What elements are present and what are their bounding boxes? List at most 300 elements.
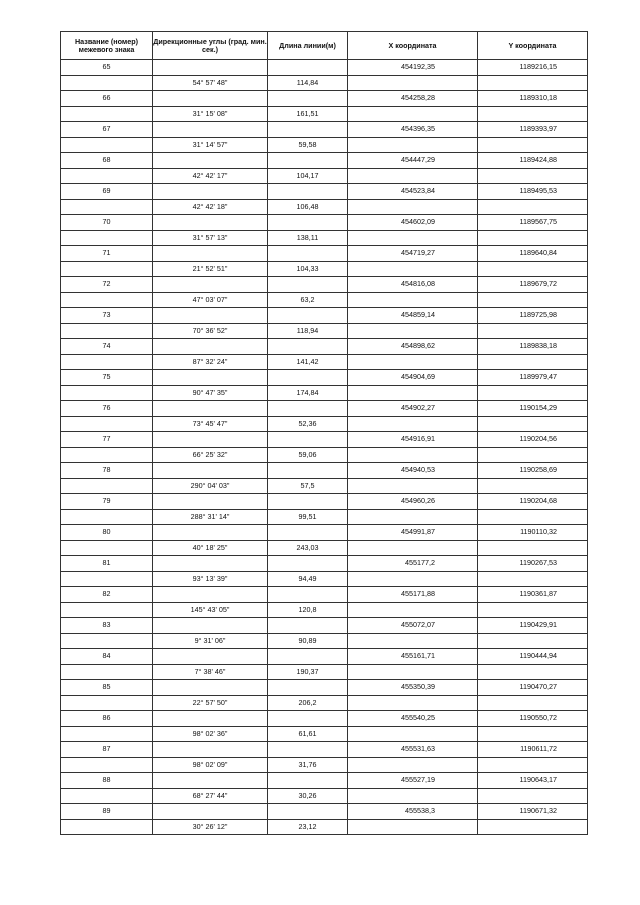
x-coordinate-cell bbox=[348, 788, 478, 804]
mark-name-cell bbox=[61, 385, 153, 401]
length-cell: 59,58 bbox=[268, 137, 348, 153]
table-row-point bbox=[61, 60, 588, 76]
angle-cell bbox=[153, 556, 268, 572]
x-coordinate-cell bbox=[348, 447, 478, 463]
length-cell bbox=[268, 122, 348, 138]
mark-name-cell: 71 bbox=[61, 246, 153, 262]
mark-name-cell bbox=[61, 75, 153, 91]
length-cell: 61,61 bbox=[268, 726, 348, 742]
header-y-coordinate: Y координата bbox=[478, 32, 588, 60]
y-coordinate-cell: 1190643,17 bbox=[478, 773, 588, 789]
header-mark-name: Название (номер) межевого знака bbox=[61, 32, 153, 60]
angle-cell: 40° 18' 25" bbox=[153, 540, 268, 556]
x-coordinate-cell: 454719,27 bbox=[348, 246, 478, 262]
header-x-coordinate: X координата bbox=[348, 32, 478, 60]
angle-cell: 66° 25' 32" bbox=[153, 447, 268, 463]
mark-name-cell: 68 bbox=[61, 153, 153, 169]
x-coordinate-cell: 455538,3 bbox=[348, 804, 478, 820]
table-row-segment bbox=[61, 571, 588, 587]
mark-name-cell bbox=[61, 106, 153, 122]
table-row-segment bbox=[61, 137, 588, 153]
angle-cell bbox=[153, 401, 268, 417]
angle-cell bbox=[153, 804, 268, 820]
length-cell bbox=[268, 804, 348, 820]
angle-cell: 42° 42' 18" bbox=[153, 199, 268, 215]
length-cell bbox=[268, 742, 348, 758]
length-cell: 94,49 bbox=[268, 571, 348, 587]
table-row-segment bbox=[61, 385, 588, 401]
table-row-segment bbox=[61, 447, 588, 463]
y-coordinate-cell: 1190267,53 bbox=[478, 556, 588, 572]
table-row-point bbox=[61, 432, 588, 448]
x-coordinate-cell: 455527,19 bbox=[348, 773, 478, 789]
table-row-point bbox=[61, 91, 588, 107]
table-row-segment bbox=[61, 633, 588, 649]
x-coordinate-cell: 455171,88 bbox=[348, 587, 478, 603]
length-cell bbox=[268, 401, 348, 417]
header-line-length: Длина линии(м) bbox=[268, 32, 348, 60]
length-cell: 206,2 bbox=[268, 695, 348, 711]
mark-name-cell bbox=[61, 230, 153, 246]
length-cell bbox=[268, 277, 348, 293]
mark-name-cell: 70 bbox=[61, 215, 153, 231]
mark-name-cell bbox=[61, 602, 153, 618]
y-coordinate-cell bbox=[478, 478, 588, 494]
table-row-point bbox=[61, 153, 588, 169]
table-row-segment bbox=[61, 819, 588, 835]
angle-cell bbox=[153, 339, 268, 355]
y-coordinate-cell bbox=[478, 540, 588, 556]
x-coordinate-cell: 454960,26 bbox=[348, 494, 478, 510]
mark-name-cell bbox=[61, 261, 153, 277]
x-coordinate-cell bbox=[348, 819, 478, 835]
mark-name-cell bbox=[61, 695, 153, 711]
mark-name-cell bbox=[61, 168, 153, 184]
length-cell: 31,76 bbox=[268, 757, 348, 773]
x-coordinate-cell: 454904,69 bbox=[348, 370, 478, 386]
angle-cell bbox=[153, 649, 268, 665]
x-coordinate-cell bbox=[348, 757, 478, 773]
table-row-segment bbox=[61, 292, 588, 308]
y-coordinate-cell bbox=[478, 106, 588, 122]
mark-name-cell bbox=[61, 571, 153, 587]
y-coordinate-cell: 1189838,18 bbox=[478, 339, 588, 355]
length-cell: 118,94 bbox=[268, 323, 348, 339]
x-coordinate-cell: 454396,35 bbox=[348, 122, 478, 138]
y-coordinate-cell: 1189393,97 bbox=[478, 122, 588, 138]
y-coordinate-cell bbox=[478, 819, 588, 835]
angle-cell bbox=[153, 184, 268, 200]
y-coordinate-cell bbox=[478, 354, 588, 370]
x-coordinate-cell: 454816,08 bbox=[348, 277, 478, 293]
length-cell: 30,26 bbox=[268, 788, 348, 804]
x-coordinate-cell bbox=[348, 695, 478, 711]
length-cell bbox=[268, 773, 348, 789]
y-coordinate-cell: 1189979,47 bbox=[478, 370, 588, 386]
angle-cell: 31° 14' 57" bbox=[153, 137, 268, 153]
x-coordinate-cell: 455072,07 bbox=[348, 618, 478, 634]
length-cell bbox=[268, 711, 348, 727]
length-cell: 104,17 bbox=[268, 168, 348, 184]
mark-name-cell: 83 bbox=[61, 618, 153, 634]
y-coordinate-cell bbox=[478, 261, 588, 277]
y-coordinate-cell: 1190204,56 bbox=[478, 432, 588, 448]
length-cell: 114,84 bbox=[268, 75, 348, 91]
mark-name-cell bbox=[61, 540, 153, 556]
x-coordinate-cell: 454916,91 bbox=[348, 432, 478, 448]
table-row-point bbox=[61, 370, 588, 386]
mark-name-cell: 88 bbox=[61, 773, 153, 789]
y-coordinate-cell bbox=[478, 509, 588, 525]
length-cell: 104,33 bbox=[268, 261, 348, 277]
angle-cell: 290° 04' 03" bbox=[153, 478, 268, 494]
table-row-segment bbox=[61, 695, 588, 711]
mark-name-cell bbox=[61, 292, 153, 308]
x-coordinate-cell: 455177,2 bbox=[348, 556, 478, 572]
table-row-point bbox=[61, 525, 588, 541]
table-row-segment bbox=[61, 261, 588, 277]
y-coordinate-cell bbox=[478, 602, 588, 618]
table-row-segment bbox=[61, 509, 588, 525]
angle-cell bbox=[153, 773, 268, 789]
length-cell: 90,89 bbox=[268, 633, 348, 649]
y-coordinate-cell bbox=[478, 385, 588, 401]
angle-cell bbox=[153, 277, 268, 293]
table-row-segment bbox=[61, 757, 588, 773]
length-cell bbox=[268, 246, 348, 262]
angle-cell: 31° 15' 08" bbox=[153, 106, 268, 122]
mark-name-cell: 75 bbox=[61, 370, 153, 386]
y-coordinate-cell: 1190154,29 bbox=[478, 401, 588, 417]
y-coordinate-cell bbox=[478, 292, 588, 308]
angle-cell: 145° 43' 05" bbox=[153, 602, 268, 618]
y-coordinate-cell: 1190110,32 bbox=[478, 525, 588, 541]
angle-cell: 288° 31' 14" bbox=[153, 509, 268, 525]
length-cell: 174,84 bbox=[268, 385, 348, 401]
mark-name-cell bbox=[61, 633, 153, 649]
y-coordinate-cell: 1189310,18 bbox=[478, 91, 588, 107]
table-row-segment bbox=[61, 323, 588, 339]
length-cell: 23,12 bbox=[268, 819, 348, 835]
length-cell: 120,8 bbox=[268, 602, 348, 618]
mark-name-cell: 73 bbox=[61, 308, 153, 324]
angle-cell bbox=[153, 587, 268, 603]
coordinate-table-page bbox=[60, 31, 587, 835]
angle-cell: 87° 32' 24" bbox=[153, 354, 268, 370]
length-cell: 59,06 bbox=[268, 447, 348, 463]
x-coordinate-cell bbox=[348, 168, 478, 184]
table-row-segment bbox=[61, 75, 588, 91]
x-coordinate-cell bbox=[348, 726, 478, 742]
mark-name-cell: 84 bbox=[61, 649, 153, 665]
angle-cell bbox=[153, 432, 268, 448]
table-row-point bbox=[61, 246, 588, 262]
table-row-point bbox=[61, 804, 588, 820]
y-coordinate-cell: 1190611,72 bbox=[478, 742, 588, 758]
length-cell: 161,51 bbox=[268, 106, 348, 122]
length-cell bbox=[268, 680, 348, 696]
mark-name-cell: 69 bbox=[61, 184, 153, 200]
angle-cell: 31° 57' 13" bbox=[153, 230, 268, 246]
y-coordinate-cell: 1189495,53 bbox=[478, 184, 588, 200]
x-coordinate-cell bbox=[348, 385, 478, 401]
length-cell: 52,36 bbox=[268, 416, 348, 432]
y-coordinate-cell bbox=[478, 416, 588, 432]
length-cell: 106,48 bbox=[268, 199, 348, 215]
angle-cell: 47° 03' 07" bbox=[153, 292, 268, 308]
table-row-point bbox=[61, 587, 588, 603]
x-coordinate-cell: 455531,63 bbox=[348, 742, 478, 758]
table-row-segment bbox=[61, 354, 588, 370]
length-cell bbox=[268, 618, 348, 634]
table-row-segment bbox=[61, 416, 588, 432]
angle-cell bbox=[153, 308, 268, 324]
length-cell: 57,5 bbox=[268, 478, 348, 494]
x-coordinate-cell: 455540,25 bbox=[348, 711, 478, 727]
length-cell: 138,11 bbox=[268, 230, 348, 246]
x-coordinate-cell bbox=[348, 106, 478, 122]
table-row-segment bbox=[61, 478, 588, 494]
mark-name-cell: 77 bbox=[61, 432, 153, 448]
length-cell: 141,42 bbox=[268, 354, 348, 370]
length-cell bbox=[268, 370, 348, 386]
table-row-point bbox=[61, 680, 588, 696]
table-row-point bbox=[61, 463, 588, 479]
table-row-point bbox=[61, 308, 588, 324]
length-cell bbox=[268, 184, 348, 200]
table-row-point bbox=[61, 215, 588, 231]
length-cell bbox=[268, 91, 348, 107]
length-cell: 63,2 bbox=[268, 292, 348, 308]
angle-cell: 70° 36' 52" bbox=[153, 323, 268, 339]
length-cell: 243,03 bbox=[268, 540, 348, 556]
y-coordinate-cell: 1190671,32 bbox=[478, 804, 588, 820]
x-coordinate-cell bbox=[348, 571, 478, 587]
x-coordinate-cell: 454447,29 bbox=[348, 153, 478, 169]
angle-cell bbox=[153, 91, 268, 107]
length-cell bbox=[268, 60, 348, 76]
angle-cell: 21° 52' 51" bbox=[153, 261, 268, 277]
y-coordinate-cell: 1189725,98 bbox=[478, 308, 588, 324]
angle-cell: 68° 27' 44" bbox=[153, 788, 268, 804]
mark-name-cell bbox=[61, 416, 153, 432]
length-cell bbox=[268, 494, 348, 510]
mark-name-cell bbox=[61, 323, 153, 339]
length-cell bbox=[268, 649, 348, 665]
mark-name-cell: 82 bbox=[61, 587, 153, 603]
length-cell: 99,51 bbox=[268, 509, 348, 525]
y-coordinate-cell bbox=[478, 323, 588, 339]
mark-name-cell bbox=[61, 788, 153, 804]
y-coordinate-cell: 1190361,87 bbox=[478, 587, 588, 603]
length-cell bbox=[268, 339, 348, 355]
table-row-segment bbox=[61, 199, 588, 215]
x-coordinate-cell: 454898,62 bbox=[348, 339, 478, 355]
mark-name-cell: 80 bbox=[61, 525, 153, 541]
table-row-point bbox=[61, 277, 588, 293]
length-cell bbox=[268, 587, 348, 603]
y-coordinate-cell: 1189640,84 bbox=[478, 246, 588, 262]
table-row-point bbox=[61, 773, 588, 789]
x-coordinate-cell: 454991,87 bbox=[348, 525, 478, 541]
y-coordinate-cell: 1189424,88 bbox=[478, 153, 588, 169]
x-coordinate-cell bbox=[348, 75, 478, 91]
table-row-point bbox=[61, 122, 588, 138]
length-cell bbox=[268, 215, 348, 231]
table-row-segment bbox=[61, 602, 588, 618]
mark-name-cell: 65 bbox=[61, 60, 153, 76]
length-cell bbox=[268, 556, 348, 572]
table-row-point bbox=[61, 494, 588, 510]
x-coordinate-cell bbox=[348, 230, 478, 246]
angle-cell bbox=[153, 711, 268, 727]
table-row-point bbox=[61, 618, 588, 634]
table-row-point bbox=[61, 401, 588, 417]
x-coordinate-cell bbox=[348, 323, 478, 339]
mark-name-cell: 87 bbox=[61, 742, 153, 758]
angle-cell bbox=[153, 680, 268, 696]
x-coordinate-cell bbox=[348, 602, 478, 618]
x-coordinate-cell: 454602,09 bbox=[348, 215, 478, 231]
angle-cell: 9° 31' 06" bbox=[153, 633, 268, 649]
x-coordinate-cell bbox=[348, 478, 478, 494]
mark-name-cell: 79 bbox=[61, 494, 153, 510]
table-row-point bbox=[61, 184, 588, 200]
x-coordinate-cell bbox=[348, 199, 478, 215]
table-body bbox=[61, 60, 588, 835]
angle-cell: 98° 02' 09" bbox=[153, 757, 268, 773]
table-row-segment bbox=[61, 664, 588, 680]
mark-name-cell: 81 bbox=[61, 556, 153, 572]
angle-cell: 54° 57' 48" bbox=[153, 75, 268, 91]
y-coordinate-cell bbox=[478, 168, 588, 184]
length-cell bbox=[268, 432, 348, 448]
mark-name-cell bbox=[61, 819, 153, 835]
x-coordinate-cell: 455161,71 bbox=[348, 649, 478, 665]
angle-cell: 73° 45' 47" bbox=[153, 416, 268, 432]
x-coordinate-cell bbox=[348, 509, 478, 525]
table-row-segment bbox=[61, 540, 588, 556]
mark-name-cell: 76 bbox=[61, 401, 153, 417]
mark-name-cell bbox=[61, 137, 153, 153]
x-coordinate-cell bbox=[348, 540, 478, 556]
y-coordinate-cell: 1189567,75 bbox=[478, 215, 588, 231]
y-coordinate-cell bbox=[478, 447, 588, 463]
y-coordinate-cell: 1189679,72 bbox=[478, 277, 588, 293]
table-row-point bbox=[61, 339, 588, 355]
length-cell bbox=[268, 525, 348, 541]
y-coordinate-cell bbox=[478, 571, 588, 587]
length-cell: 190,37 bbox=[268, 664, 348, 680]
y-coordinate-cell: 1190550,72 bbox=[478, 711, 588, 727]
table-row-segment bbox=[61, 726, 588, 742]
x-coordinate-cell bbox=[348, 633, 478, 649]
mark-name-cell bbox=[61, 478, 153, 494]
angle-cell bbox=[153, 215, 268, 231]
y-coordinate-cell bbox=[478, 664, 588, 680]
y-coordinate-cell: 1189216,15 bbox=[478, 60, 588, 76]
x-coordinate-cell: 454940,53 bbox=[348, 463, 478, 479]
length-cell bbox=[268, 153, 348, 169]
y-coordinate-cell bbox=[478, 757, 588, 773]
mark-name-cell bbox=[61, 757, 153, 773]
angle-cell: 98° 02' 36" bbox=[153, 726, 268, 742]
angle-cell: 93° 13' 39" bbox=[153, 571, 268, 587]
x-coordinate-cell bbox=[348, 354, 478, 370]
mark-name-cell: 67 bbox=[61, 122, 153, 138]
x-coordinate-cell: 454902,27 bbox=[348, 401, 478, 417]
table-row-segment bbox=[61, 106, 588, 122]
header-direction-angle: Дирекционные углы (град. мин. сек.) bbox=[153, 32, 268, 60]
angle-cell: 22° 57' 50" bbox=[153, 695, 268, 711]
y-coordinate-cell: 1190470,27 bbox=[478, 680, 588, 696]
angle-cell bbox=[153, 370, 268, 386]
y-coordinate-cell: 1190258,69 bbox=[478, 463, 588, 479]
angle-cell bbox=[153, 618, 268, 634]
mark-name-cell bbox=[61, 199, 153, 215]
y-coordinate-cell bbox=[478, 75, 588, 91]
mark-name-cell: 74 bbox=[61, 339, 153, 355]
mark-name-cell bbox=[61, 726, 153, 742]
mark-name-cell bbox=[61, 447, 153, 463]
y-coordinate-cell: 1190444,94 bbox=[478, 649, 588, 665]
x-coordinate-cell: 454859,14 bbox=[348, 308, 478, 324]
angle-cell: 7° 38' 46" bbox=[153, 664, 268, 680]
angle-cell bbox=[153, 122, 268, 138]
mark-name-cell: 86 bbox=[61, 711, 153, 727]
table-row-point bbox=[61, 556, 588, 572]
mark-name-cell: 85 bbox=[61, 680, 153, 696]
x-coordinate-cell bbox=[348, 261, 478, 277]
angle-cell bbox=[153, 153, 268, 169]
y-coordinate-cell bbox=[478, 633, 588, 649]
mark-name-cell: 66 bbox=[61, 91, 153, 107]
angle-cell bbox=[153, 246, 268, 262]
y-coordinate-cell bbox=[478, 230, 588, 246]
mark-name-cell: 72 bbox=[61, 277, 153, 293]
mark-name-cell bbox=[61, 354, 153, 370]
mark-name-cell bbox=[61, 664, 153, 680]
table-row-point bbox=[61, 649, 588, 665]
mark-name-cell bbox=[61, 509, 153, 525]
angle-cell bbox=[153, 525, 268, 541]
table-row-segment bbox=[61, 230, 588, 246]
y-coordinate-cell bbox=[478, 137, 588, 153]
table-row-segment bbox=[61, 788, 588, 804]
x-coordinate-cell: 454192,35 bbox=[348, 60, 478, 76]
boundary-marks-table bbox=[60, 31, 588, 835]
angle-cell: 42° 42' 17" bbox=[153, 168, 268, 184]
y-coordinate-cell bbox=[478, 788, 588, 804]
y-coordinate-cell bbox=[478, 199, 588, 215]
y-coordinate-cell: 1190429,91 bbox=[478, 618, 588, 634]
x-coordinate-cell bbox=[348, 292, 478, 308]
angle-cell bbox=[153, 60, 268, 76]
mark-name-cell: 89 bbox=[61, 804, 153, 820]
table-row-segment bbox=[61, 168, 588, 184]
angle-cell bbox=[153, 463, 268, 479]
angle-cell: 90° 47' 35" bbox=[153, 385, 268, 401]
x-coordinate-cell: 455350,39 bbox=[348, 680, 478, 696]
y-coordinate-cell bbox=[478, 726, 588, 742]
angle-cell: 30° 26' 12" bbox=[153, 819, 268, 835]
x-coordinate-cell: 454523,84 bbox=[348, 184, 478, 200]
table-row-point bbox=[61, 742, 588, 758]
x-coordinate-cell bbox=[348, 137, 478, 153]
x-coordinate-cell: 454258,28 bbox=[348, 91, 478, 107]
y-coordinate-cell bbox=[478, 695, 588, 711]
angle-cell bbox=[153, 494, 268, 510]
